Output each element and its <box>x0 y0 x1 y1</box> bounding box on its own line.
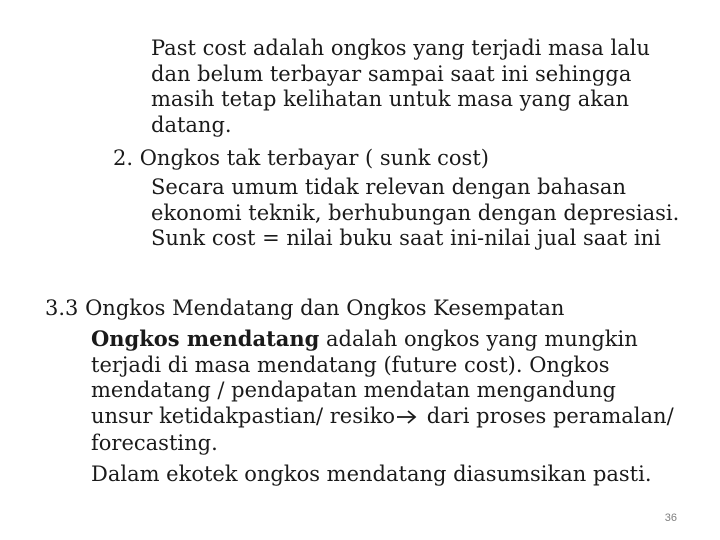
text-line: mendatang / pendapatan mendatan mengandung <box>91 378 616 402</box>
closing-statement: Dalam ekotek ongkos mendatang diasumsikan pasti. <box>91 462 652 486</box>
text-line <box>91 404 706 432</box>
sunk-cost-paragraph <box>151 175 711 252</box>
text-line: ekonomi teknik, berhubungan dengan depresiasi. <box>151 200 680 225</box>
past-cost-paragraph <box>151 36 706 138</box>
list-item-heading: 2. Ongkos tak terbayar ( sunk cost) <box>113 146 489 170</box>
text-line: forecasting. <box>91 431 218 455</box>
text-line: dan belum terbayar sampai saat ini sehingga <box>151 61 632 86</box>
text-line: Past cost adalah ongkos yang terjadi masa lalu <box>151 36 650 60</box>
text-line <box>91 326 706 353</box>
page-number: 36 <box>664 512 677 524</box>
text-fragment: adalah ongkos yang mungkin <box>319 327 638 351</box>
text-line: datang. <box>151 112 232 137</box>
section-heading: 3.3 Ongkos Mendatang dan Ongkos Kesempatan <box>45 296 565 320</box>
text-line: Sunk cost = nilai buku saat ini-nilai jual saat ini <box>151 226 661 250</box>
right-arrow-icon <box>396 406 418 432</box>
text-fragment: dari proses peramalan/ <box>420 403 674 428</box>
term-bold: Ongkos mendatang <box>91 326 320 351</box>
text-fragment: unsur ketidakpastian/ resiko <box>91 403 396 428</box>
text-line: terjadi di masa mendatang (future cost). Ongkos <box>91 352 610 377</box>
text-line: Secara umum tidak relevan dengan bahasan <box>151 175 626 199</box>
text-line: masih tetap kelihatan untuk masa yang akan <box>151 87 629 111</box>
future-cost-paragraph <box>91 326 706 457</box>
